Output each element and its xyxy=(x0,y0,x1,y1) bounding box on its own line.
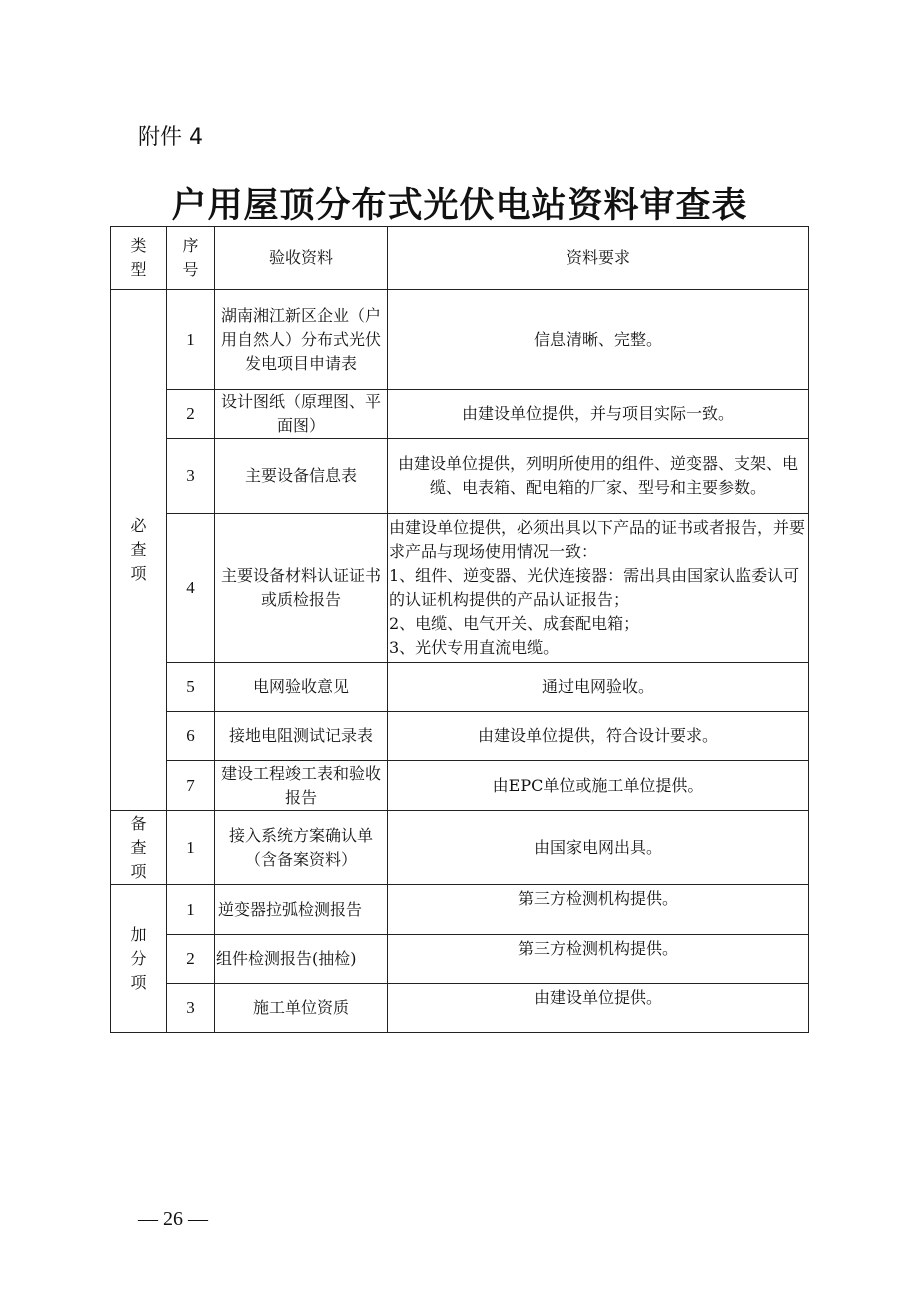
seq-cell: 1 xyxy=(167,885,215,935)
requirement-cell: 由国家电网出具。 xyxy=(388,811,809,885)
seq-cell: 6 xyxy=(167,712,215,761)
material-cell: 逆变器拉弧检测报告 xyxy=(215,885,388,935)
material-cell: 主要设备信息表 xyxy=(215,439,388,514)
material-cell: 设计图纸（原理图、平面图） xyxy=(215,390,388,439)
table-row xyxy=(111,935,809,984)
table-row xyxy=(111,290,809,390)
material-cell: 接入系统方案确认单（含备案资料） xyxy=(215,811,388,885)
requirement-cell: 由建设单位提供。 xyxy=(388,984,809,1033)
material-cell: 主要设备材料认证证书或质检报告 xyxy=(215,514,388,663)
requirement-cell: 第三方检测机构提供。 xyxy=(388,935,809,984)
requirement-cell: 信息清晰、完整。 xyxy=(388,290,809,390)
header-seq: 序号 xyxy=(167,227,215,290)
table-row xyxy=(111,514,809,663)
requirement-cell: 由建设单位提供，必须出具以下产品的证书或者报告，并要求产品与现场使用情况一致： 1、组件、逆变器、光伏连接器：需出具由国家认监委认可的认证机构提供的产品认证报告； 2、电缆、电气开关、成套配电箱； 3、光伏专用直流电缆。 xyxy=(388,514,809,663)
seq-cell: 7 xyxy=(167,761,215,811)
seq-cell: 2 xyxy=(167,935,215,984)
requirement-cell: 通过电网验收。 xyxy=(388,663,809,712)
seq-cell: 1 xyxy=(167,811,215,885)
table-header-row xyxy=(111,227,809,290)
table-row xyxy=(111,761,809,811)
header-requirement: 资料要求 xyxy=(388,227,809,290)
type-cell: 必查项 xyxy=(111,290,167,811)
table-row xyxy=(111,439,809,514)
header-type: 类型 xyxy=(111,227,167,290)
page-title: 户用屋顶分布式光伏电站资料审查表 xyxy=(171,185,748,226)
material-cell: 湖南湘江新区企业（户用自然人）分布式光伏发电项目申请表 xyxy=(215,290,388,390)
requirement-cell: 由建设单位提供，列明所使用的组件、逆变器、支架、电缆、电表箱、配电箱的厂家、型号和主要参数。 xyxy=(388,439,809,514)
table-row xyxy=(111,984,809,1033)
attachment-label: 附件 4 xyxy=(138,125,203,150)
type-cell: 备查项 xyxy=(111,811,167,885)
requirement-cell: 由建设单位提供，符合设计要求。 xyxy=(388,712,809,761)
review-table xyxy=(110,226,809,1033)
material-cell: 建设工程竣工表和验收报告 xyxy=(215,761,388,811)
seq-cell: 2 xyxy=(167,390,215,439)
seq-cell: 5 xyxy=(167,663,215,712)
type-cell: 加分项 xyxy=(111,885,167,1033)
seq-cell: 4 xyxy=(167,514,215,663)
table-row xyxy=(111,811,809,885)
header-material: 验收资料 xyxy=(215,227,388,290)
material-cell: 施工单位资质 xyxy=(215,984,388,1033)
seq-cell: 3 xyxy=(167,439,215,514)
table-row xyxy=(111,390,809,439)
requirement-cell: 由建设单位提供，并与项目实际一致。 xyxy=(388,390,809,439)
table-row xyxy=(111,712,809,761)
table-row xyxy=(111,663,809,712)
material-cell: 组件检测报告(抽检) xyxy=(215,935,388,984)
requirement-cell: 第三方检测机构提供。 xyxy=(388,885,809,935)
page-number: — 26 — xyxy=(138,1208,208,1230)
table-row xyxy=(111,885,809,935)
requirement-cell: 由EPC单位或施工单位提供。 xyxy=(388,761,809,811)
seq-cell: 1 xyxy=(167,290,215,390)
material-cell: 接地电阻测试记录表 xyxy=(215,712,388,761)
material-cell: 电网验收意见 xyxy=(215,663,388,712)
seq-cell: 3 xyxy=(167,984,215,1033)
